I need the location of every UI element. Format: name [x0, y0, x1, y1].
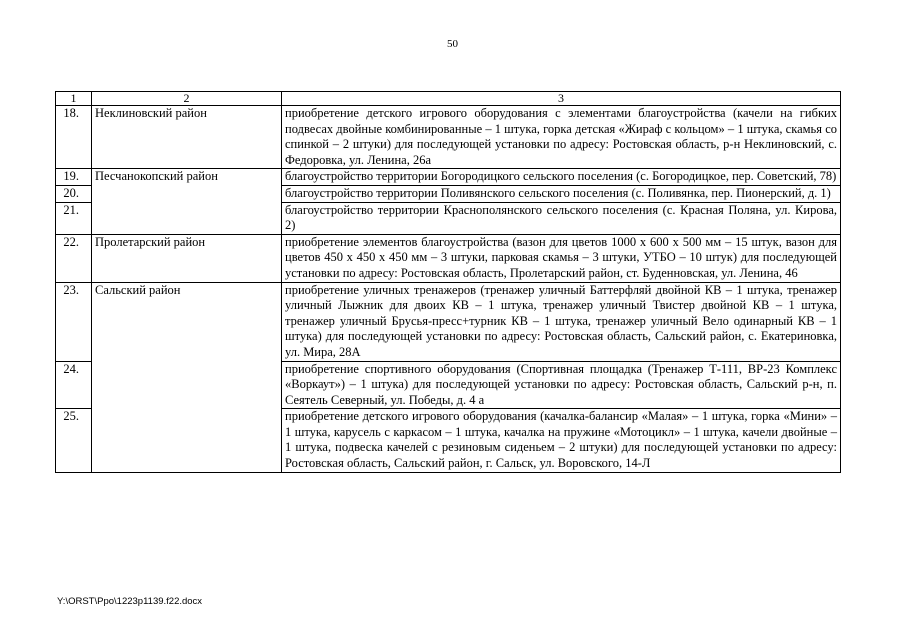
district-cell: Неклиновский район [92, 106, 282, 169]
table-row [56, 106, 841, 169]
description-cell: приобретение элементов благоустройства (вазон для цветов 1000 х 600 х 500 мм – 15 штук, вазон для цветов 450 х 450 х 450 мм – 3 штуки, парковая скамья – 3 штуки, УТБО – 10 штук) для последующей установки по адресу: Ростовская область, Пролетарский район, ст. Буденновская, ул. Ленина, 46 [282, 234, 841, 282]
description-cell: приобретение уличных тренажеров (тренажер уличный Баттерфляй двойной КВ – 1 штука, тренажер уличный Лыжник для двоих КВ – 1 штука, тренажер уличный Твистер двойной КВ – 1 штука, тренажер уличный Брусья-пресс+турник КВ – 1 штука, тренажер уличный Вело одинарный КВ – 1 штука) для последующей установки по адресу: Ростовская область, Сальский район, с. Екатериновка, ул. Мира, 28А [282, 282, 841, 361]
column-header-2: 2 [92, 92, 282, 106]
district-cell: Сальский район [92, 282, 282, 472]
table-row [56, 234, 841, 282]
description-cell: благоустройство территории Краснополянского сельского поселения (с. Красная Поляна, ул. Кирова, 2) [282, 202, 841, 234]
row-number: 19. [56, 169, 92, 186]
row-number: 22. [56, 234, 92, 282]
district-cell: Пролетарский район [92, 234, 282, 282]
column-header-1: 1 [56, 92, 92, 106]
document-table [55, 91, 841, 473]
description-cell: благоустройство территории Богородицкого сельского поселения (с. Богородицкое, пер. Советский, 78) [282, 169, 841, 186]
table-header-row [56, 92, 841, 106]
column-header-3: 3 [282, 92, 841, 106]
row-number: 23. [56, 282, 92, 361]
table-row [56, 169, 841, 186]
row-number: 25. [56, 409, 92, 472]
district-cell: Песчанокопский район [92, 169, 282, 234]
description-cell: благоустройство территории Поливянского сельского поселения (с. Поливянка, пер. Пионерский, д. 1) [282, 185, 841, 202]
row-number: 20. [56, 185, 92, 202]
description-cell: приобретение детского игрового оборудования с элементами благоустройства (качели на гибких подвесах двойные комбинированные – 1 штука, горка детская «Жираф с кольцом» – 1 штука, скамья со спинкой – 2 штуки) для последующей установки по адресу: Ростовская область, р-н Неклиновский, с. Федоровка, ул. Ленина, 26а [282, 106, 841, 169]
row-number: 24. [56, 361, 92, 409]
description-cell: приобретение детского игрового оборудования (качалка-балансир «Малая» – 1 штука, горка «Мини» – 1 штука, карусель с каркасом – 1 штука, качалка на пружине «Мотоцикл» – 1 штука, качели двойные – 1 штука, подвеска качелей с резиновым сиденьем – 2 штуки) для последующей установки по адресу: Ростовская область, Сальский район, г. Сальск, ул. Воровского, 14-Л [282, 409, 841, 472]
row-number: 21. [56, 202, 92, 234]
table-row [56, 282, 841, 361]
description-cell: приобретение спортивного оборудования (Спортивная площадка (Тренажер Т-111, ВР-23 Комплекс «Воркаут») – 1 штука) для последующей установки по адресу: Ростовская область, Сальский р-н, п. Сеятель Северный, ул. Победы, д. 4 а [282, 361, 841, 409]
file-path-footer: Y:\ORST\Ppo\1223p1139.f22.docx [57, 596, 203, 607]
row-number: 18. [56, 106, 92, 169]
page-number: 50 [447, 38, 458, 50]
